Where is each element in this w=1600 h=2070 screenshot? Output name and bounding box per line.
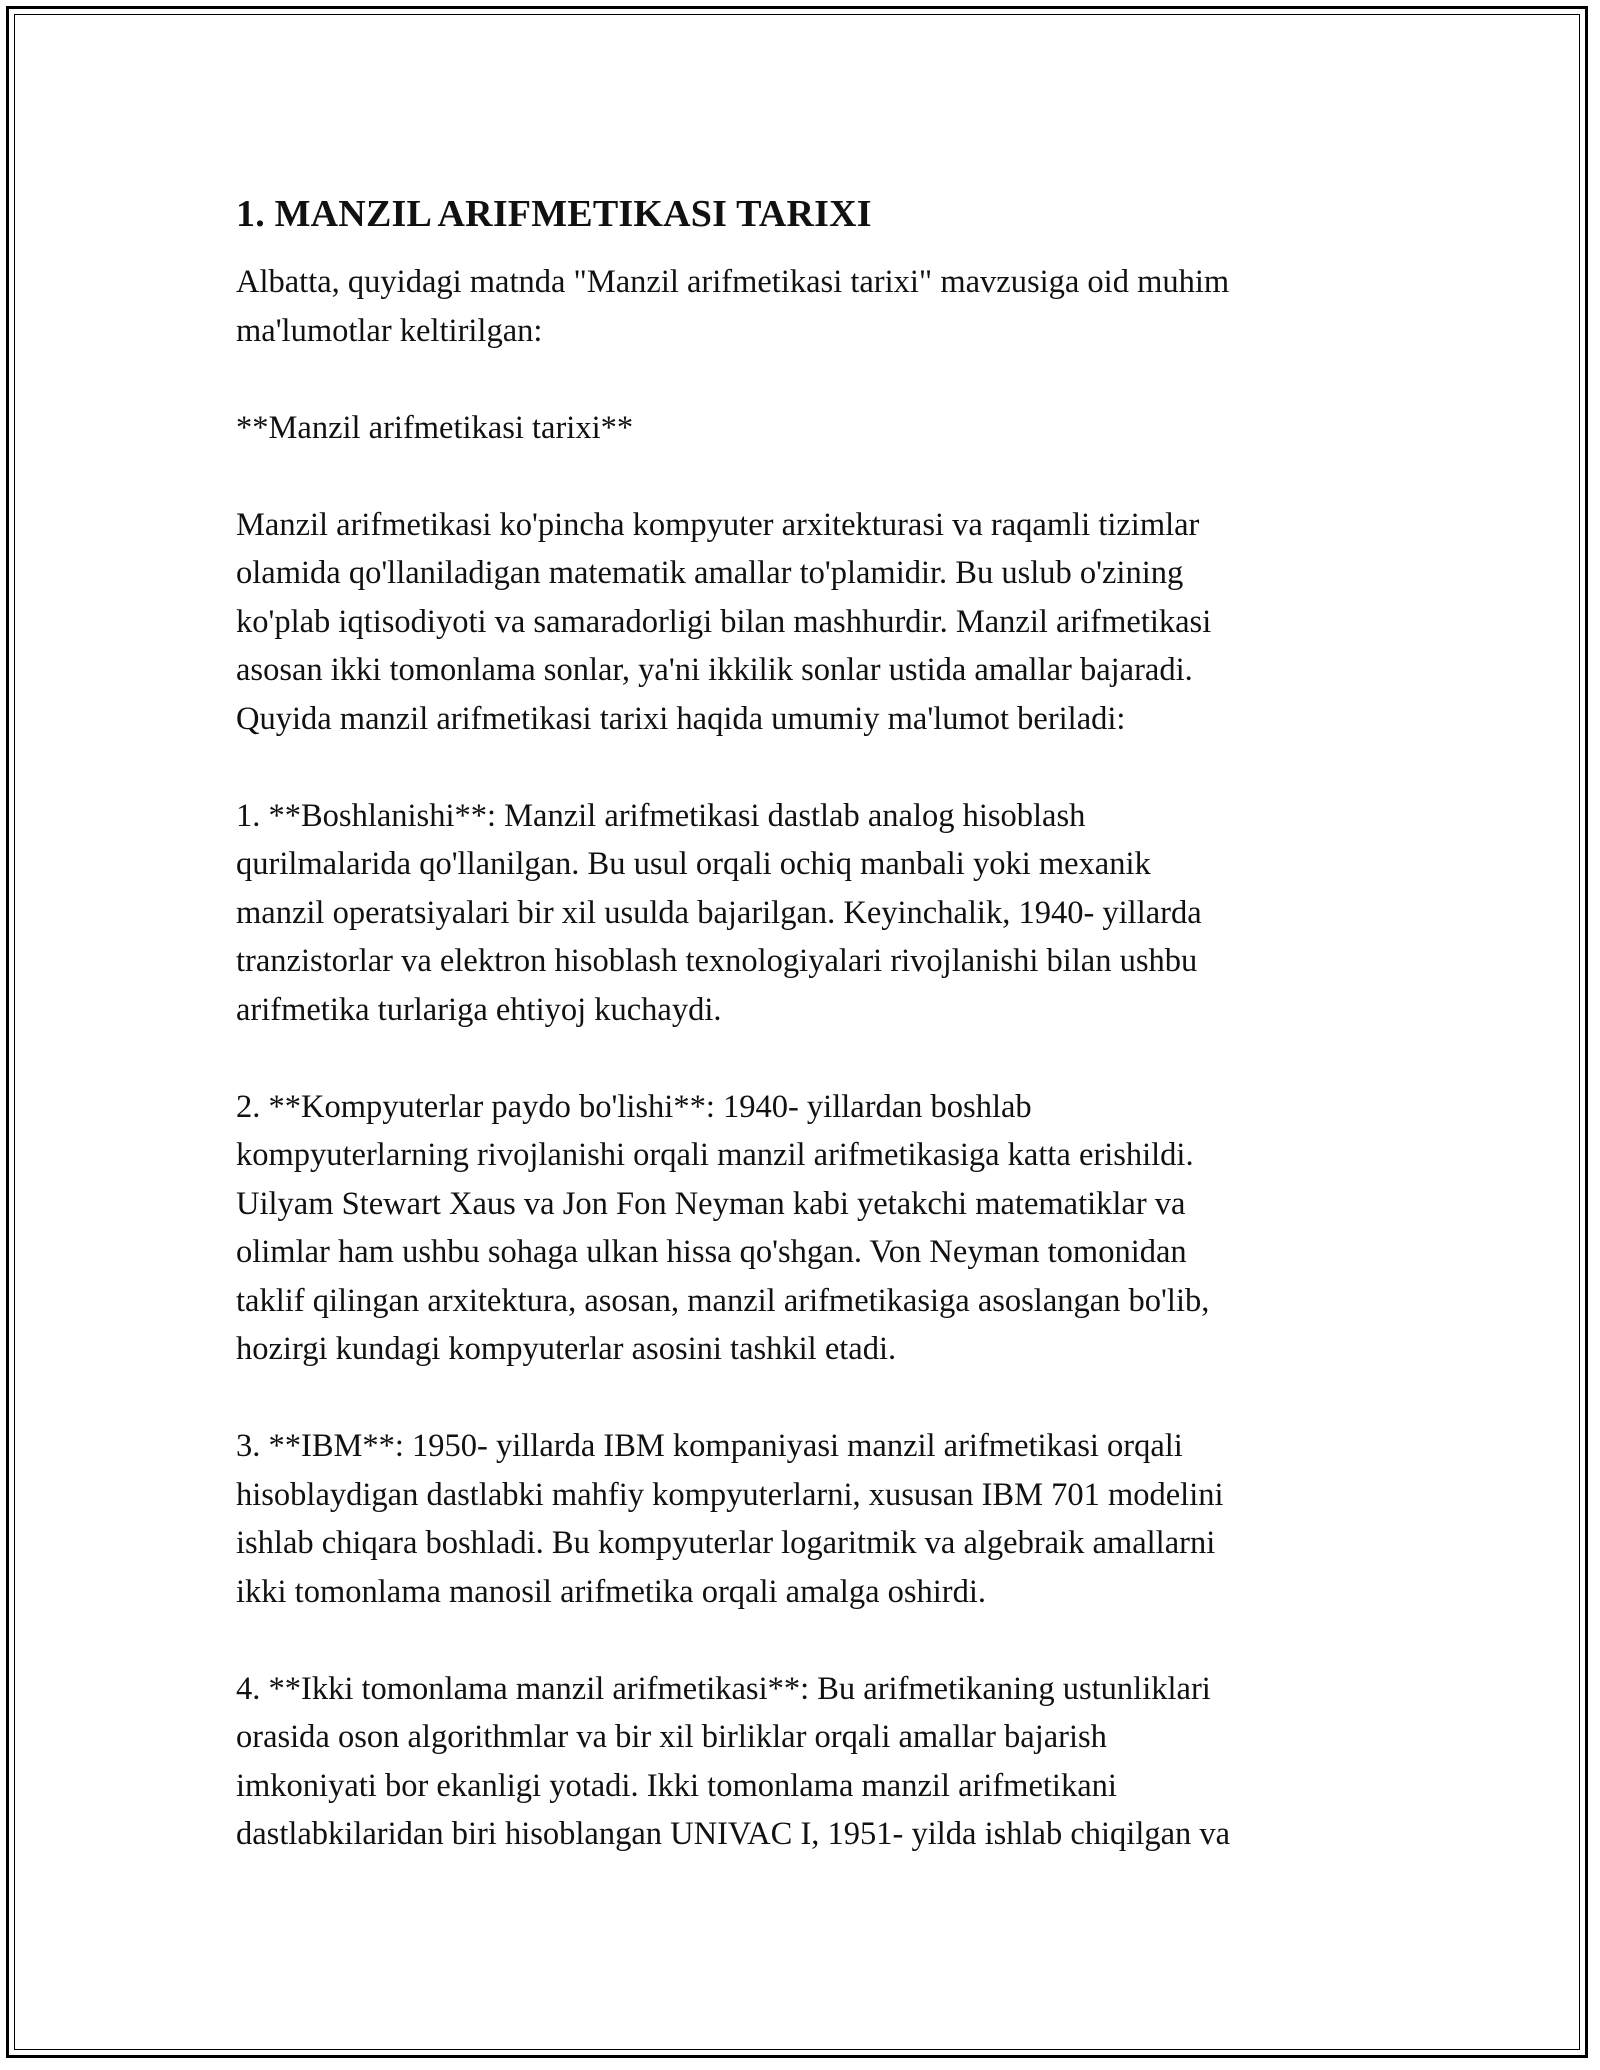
text-line: olimlar ham ushbu sohaga ulkan hissa qo'shgan. Von Neyman tomonidan <box>236 1234 1187 1270</box>
text-line: Uilyam Stewart Xaus va Jon Fon Neyman kabi yetakchi matematiklar va <box>236 1185 1186 1222</box>
text-line: arifmetika turlariga ehtiyoj kuchaydi. <box>236 991 722 1028</box>
document-body <box>236 188 1376 1907</box>
text-line: hozirgi kundagi kompyuterlar asosini tashkil etadi. <box>236 1331 897 1367</box>
text-line: 4. **Ikki tomonlama manzil arifmetikasi**: Bu arifmetikaning ustunliklari <box>236 1670 1211 1707</box>
text-line: 3. **IBM**: 1950- yillarda IBM kompaniyasi manzil arifmetikasi orqali <box>236 1428 1183 1464</box>
paragraph-item-2 <box>236 1083 1376 1374</box>
text-line: 2. **Kompyuterlar paydo bo'lishi**: 1940- yillardan boshlab <box>236 1088 1032 1125</box>
text-line: qurilmalarida qo'llanilgan. Bu usul orqali ochiq manbali yoki mexanik <box>236 846 1151 882</box>
text-line: Quyida manzil arifmetikasi tarixi haqida umumiy ma'lumot beriladi: <box>236 700 1126 737</box>
text-line: ikki tomonlama manosil arifmetika orqali amalga oshirdi. <box>236 1573 987 1610</box>
paragraph-item-4 <box>236 1665 1376 1859</box>
text-line: Manzil arifmetikasi ko'pincha kompyuter arxitekturasi va raqamli tizimlar <box>236 506 1200 543</box>
text-line: ishlab chiqara boshladi. Bu kompyuterlar logaritmik va algebraik amallarni <box>236 1525 1216 1561</box>
text-line: tranzistorlar va elektron hisoblash texnologiyalari rivojlanishi bilan ushbu <box>236 943 1198 979</box>
text-line: olamida qo'llaniladigan matematik amallar to'plamidir. Bu uslub o'zining <box>236 555 1184 591</box>
text-line: imkoniyati bor ekanligi yotadi. Ikki tomonlama manzil arifmetikani <box>236 1767 1117 1804</box>
paragraph-item-1 <box>236 792 1376 1035</box>
text-line: manzil operatsiyalari bir xil usulda bajarilgan. Keyinchalik, 1940- yillarda <box>236 894 1202 931</box>
paragraph-subtitle <box>236 404 1376 453</box>
section-heading: 1. MANZIL ARIFMETIKASI TARIXI <box>236 193 872 235</box>
text-line: taklif qilingan arxitektura, asosan, manzil arifmetikasiga asoslangan bo'lib, <box>236 1282 1210 1319</box>
text-line: ma'lumotlar keltirilgan: <box>236 312 543 349</box>
paragraph-item-3 <box>236 1422 1376 1616</box>
text-line: ko'plab iqtisodiyoti va samaradorligi bilan mashhurdir. Manzil arifmetikasi <box>236 603 1212 640</box>
text-line: asosan ikki tomonlama sonlar, ya'ni ikkilik sonlar ustida amallar bajaradi. <box>236 652 1193 688</box>
paragraph-overview <box>236 501 1376 744</box>
text-line: **Manzil arifmetikasi tarixi** <box>236 409 634 446</box>
text-line: kompyuterlarning rivojlanishi orqali manzil arifmetikasiga katta erishildi. <box>236 1137 1194 1173</box>
paragraph-intro <box>236 258 1376 355</box>
text-line: orasida oson algorithmlar va bir xil birliklar orqali amallar bajarish <box>236 1719 1107 1755</box>
text-line: 1. **Boshlanishi**: Manzil arifmetikasi dastlab analog hisoblash <box>236 797 1086 834</box>
text-line: Albatta, quyidagi matnda "Manzil arifmetikasi tarixi" mavzusiga oid muhim <box>236 264 1230 300</box>
text-line: dastlabkilaridan biri hisoblangan UNIVAC I, 1951- yilda ishlab chiqilgan va <box>236 1816 1231 1852</box>
text-line: hisoblaydigan dastlabki mahfiy kompyuterlarni, xususan IBM 701 modelini <box>236 1476 1224 1513</box>
